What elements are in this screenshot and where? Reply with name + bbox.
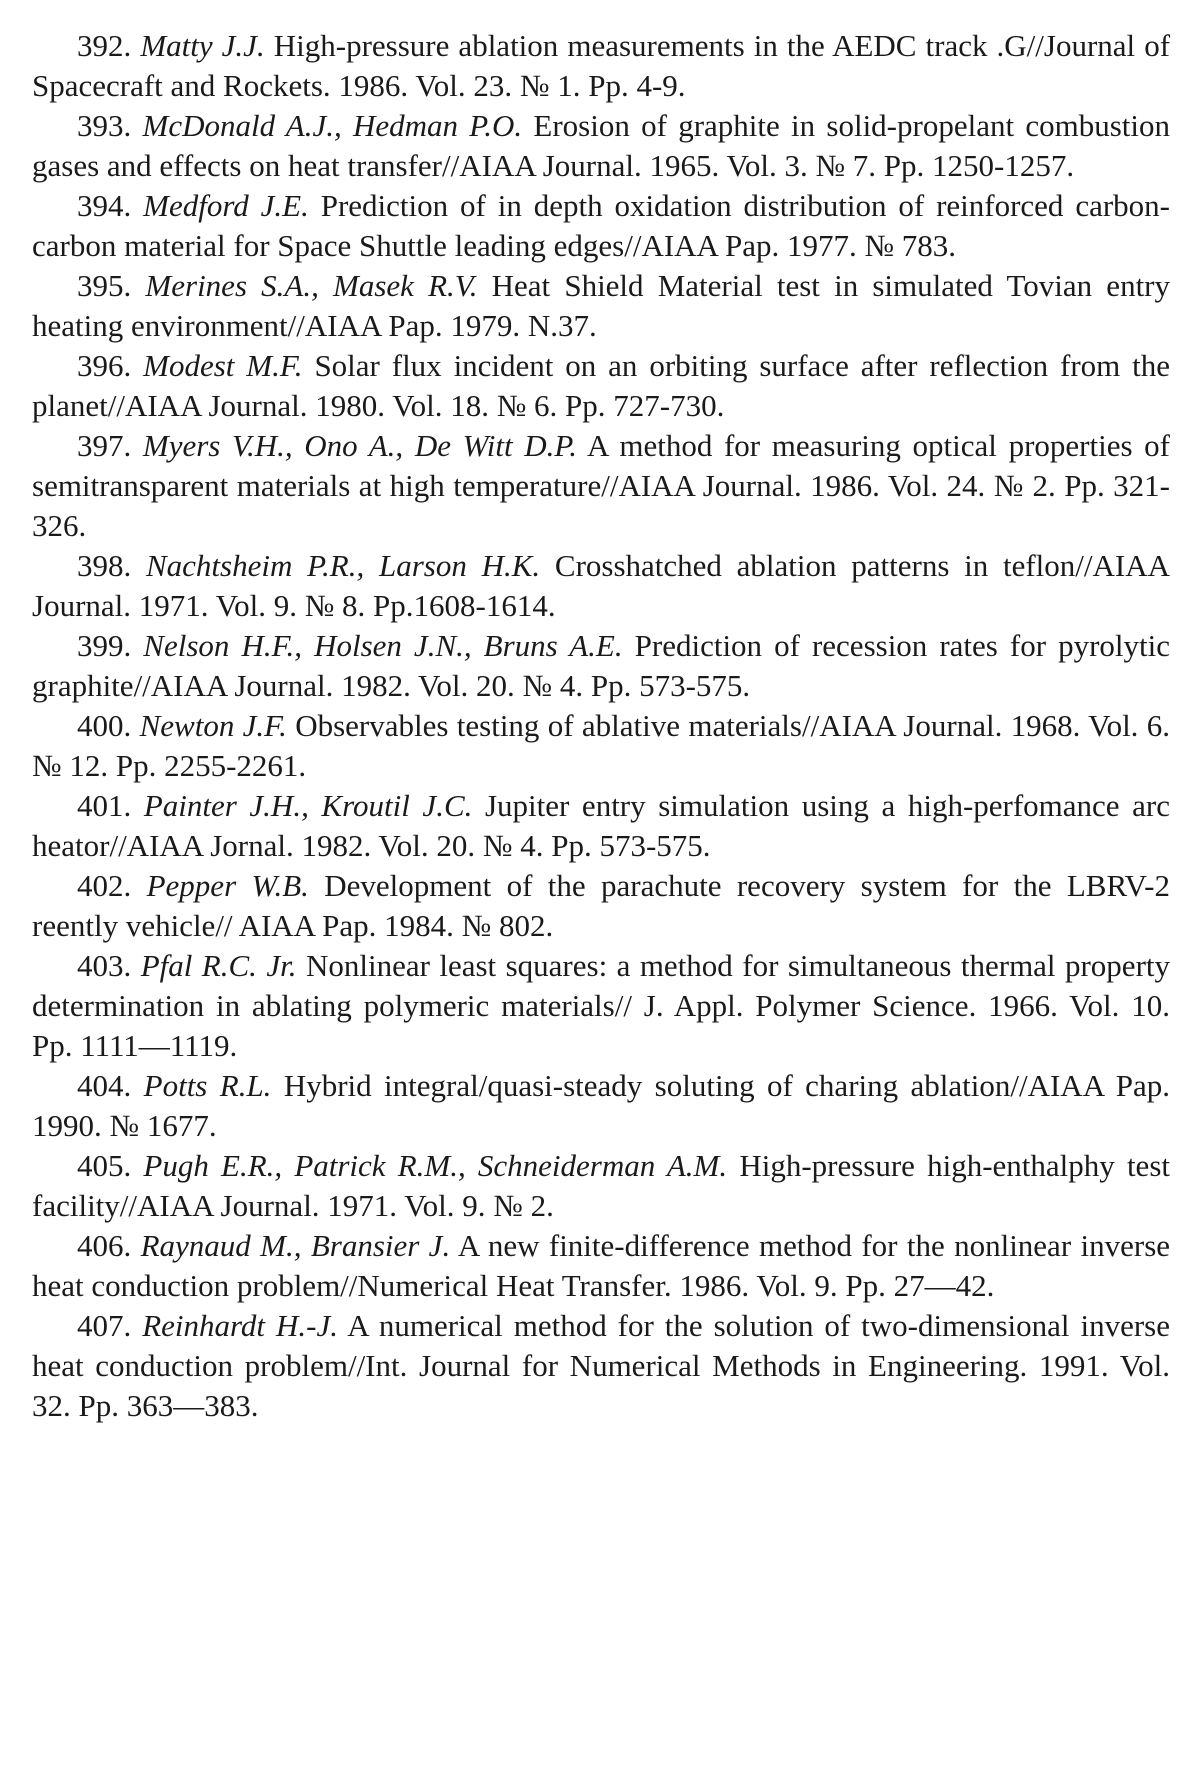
- reference-item: [32, 1146, 1170, 1226]
- reference-authors: Raynaud M., Bransier J.: [140, 1228, 451, 1263]
- reference-number: 397.: [77, 428, 132, 463]
- reference-item: [32, 186, 1170, 266]
- reference-number: 402.: [77, 868, 132, 903]
- reference-number: 401.: [77, 788, 132, 823]
- reference-item: [32, 106, 1170, 186]
- reference-text: A method for measuring optical properties of semitransparent materials at high temperature//AIAA Journal. 1986. Vol. 24. № 2. Pp. 321-326.: [32, 428, 1171, 543]
- reference-number: 396.: [77, 348, 132, 383]
- reference-item: [32, 706, 1170, 786]
- reference-text: Hybrid integral/quasi-steady soluting of charing ablation//AIAA Pap. 1990. № 1677.: [32, 1068, 1171, 1143]
- reference-authors: Nelson H.F., Holsen J.N., Bruns A.E.: [143, 628, 623, 663]
- reference-number: 392.: [77, 28, 132, 63]
- reference-text: Development of the parachute recovery system for the LBRV-2 reently vehicle// AIAA Pap. 1984. № 802.: [32, 868, 1171, 943]
- reference-number: 399.: [77, 628, 132, 663]
- reference-authors: Painter J.H., Kroutil J.C.: [143, 788, 473, 823]
- reference-number: 407.: [77, 1308, 132, 1343]
- reference-authors: Pepper W.B.: [146, 868, 309, 903]
- reference-number: 394.: [77, 188, 132, 223]
- reference-text: Observables testing of ablative materials//AIAA Journal. 1968. Vol. 6. № 12. Pp. 2255-2261.: [32, 708, 1171, 783]
- reference-authors: Medford J.E.: [143, 188, 309, 223]
- reference-authors: Potts R.L.: [143, 1068, 272, 1103]
- reference-number: 400.: [77, 708, 132, 743]
- reference-number: 403.: [77, 948, 132, 983]
- reference-item: [32, 946, 1170, 1066]
- reference-text: A new finite-difference method for the nonlinear inverse heat conduction problem//Numerical Heat Transfer. 1986. Vol. 9. Pp. 27—42.: [32, 1228, 1171, 1303]
- reference-number: 398.: [77, 548, 132, 583]
- reference-item: [32, 786, 1170, 866]
- reference-number: 395.: [77, 268, 132, 303]
- reference-item: [32, 1226, 1170, 1306]
- reference-authors: Pfal R.C. Jr.: [140, 948, 297, 983]
- reference-text: High-pressure ablation measurements in the AEDC track .G//Journal of Spacecraft and Rockets. 1986. Vol. 23. № 1. Pp. 4-9.: [32, 28, 1171, 103]
- reference-authors: Matty J.J.: [140, 28, 265, 63]
- reference-text: High-pressure high-enthalphy test facility//AIAA Journal. 1971. Vol. 9. № 2.: [32, 1148, 1170, 1223]
- reference-item: [32, 626, 1170, 706]
- reference-text: Solar flux incident on an orbiting surface after reflection from the planet//AIAA Journal. 1980. Vol. 18. № 6. Pp. 727-730.: [32, 348, 1171, 423]
- reference-item: [32, 546, 1170, 626]
- reference-authors: Reinhardt H.-J.: [142, 1308, 338, 1343]
- reference-authors: Pugh E.R., Patrick R.M., Schneiderman A.M.: [143, 1148, 728, 1183]
- reference-authors: Nachtsheim P.R., Larson H.K.: [146, 548, 541, 583]
- reference-item: [32, 266, 1170, 346]
- reference-text: Jupiter entry simulation using a high-perfomance arc heator//AIAA Jornal. 1982. Vol. 20. № 4. Pp. 573-575.: [32, 788, 1170, 863]
- reference-text: A numerical method for the solution of two-dimensional inverse heat conduction problem//Int. Journal for Numerical Methods in Engineering. 1991. Vol. 32. Pp. 363—383.: [32, 1308, 1171, 1423]
- reference-authors: Merines S.A., Masek R.V.: [145, 268, 478, 303]
- reference-number: 406.: [77, 1228, 132, 1263]
- reference-text: Prediction of recession rates for pyrolytic graphite//AIAA Journal. 1982. Vol. 20. № 4. Pp. 573-575.: [32, 628, 1171, 703]
- reference-authors: Myers V.H., Ono A., De Witt D.P.: [142, 428, 578, 463]
- reference-number: 393.: [77, 108, 132, 143]
- reference-item: [32, 1306, 1170, 1426]
- reference-item: [32, 346, 1170, 426]
- reference-text: Prediction of in depth oxidation distribution of reinforced carbon-carbon material for Space Shuttle leading edges//AIAA Pap. 1977. № 783.: [32, 188, 1170, 263]
- reference-item: [32, 26, 1170, 106]
- reference-number: 404.: [77, 1068, 132, 1103]
- reference-list: [32, 26, 1170, 1426]
- reference-text: Heat Shield Material test in simulated Tovian entry heating environment//AIAA Pap. 1979. N.37.: [32, 268, 1171, 343]
- reference-authors: McDonald A.J., Hedman P.O.: [142, 108, 523, 143]
- reference-text: Nonlinear least squares: a method for simultaneous thermal property determination in ablating polymeric materials// J. Appl. Polymer Science. 1966. Vol. 10. Pp. 1111—1119.: [32, 948, 1171, 1063]
- reference-item: [32, 426, 1170, 546]
- reference-number: 405.: [77, 1148, 132, 1183]
- reference-item: [32, 866, 1170, 946]
- reference-authors: Newton J.F.: [139, 708, 287, 743]
- reference-authors: Modest M.F.: [143, 348, 303, 383]
- reference-text: Erosion of graphite in solid-propelant combustion gases and effects on heat transfer//AIAA Journal. 1965. Vol. 3. № 7. Pp. 1250-1257.: [32, 108, 1170, 183]
- reference-text: Crosshatched ablation patterns in teflon//AIAA Journal. 1971. Vol. 9. № 8. Pp.1608-1614.: [32, 548, 1171, 623]
- reference-item: [32, 1066, 1170, 1146]
